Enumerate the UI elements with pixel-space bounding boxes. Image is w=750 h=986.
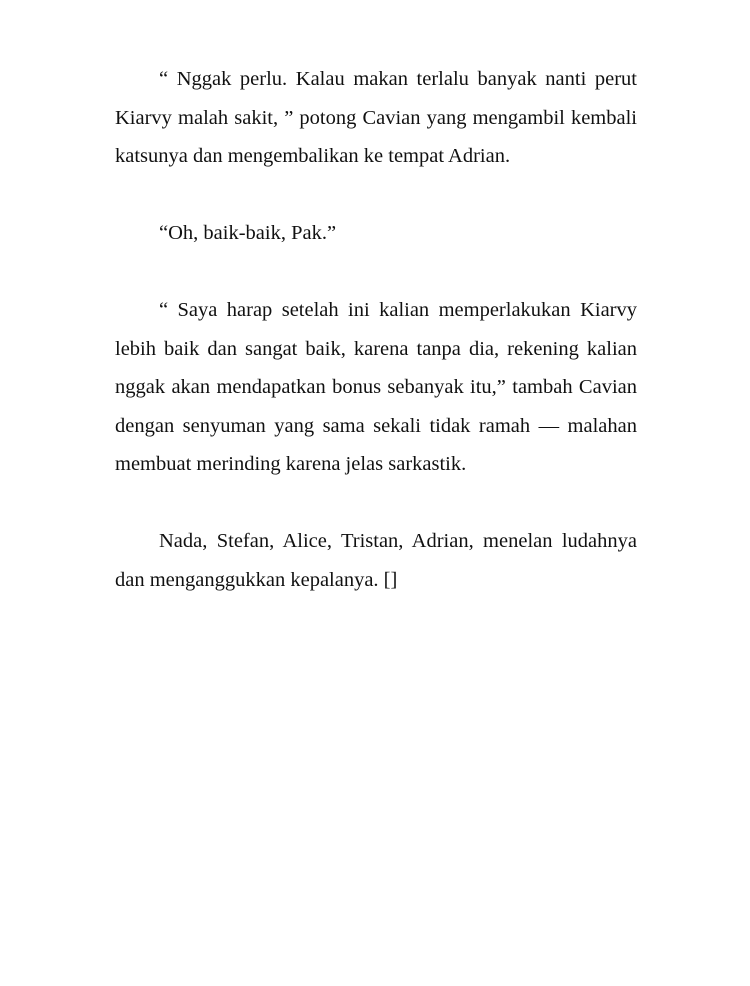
paragraph-spacer — [115, 253, 637, 292]
document-page — [115, 60, 637, 599]
paragraph-cavian-remark: “ Saya harap setelah ini kalian memperlakukan Kiarvy lebih baik dan sangat baik, karena tanpa dia, rekening kalian nggak akan mendapatkan bonus sebanyak itu,” tambah Cavian dengan senyuman yang sama sekali tidak ramah — malahan membuat merinding karena jelas sarkastik. — [115, 299, 637, 475]
paragraph-cavian-refusal: “ Nggak perlu. Kalau makan terlalu banyak nanti perut Kiarvy malah sakit, ” potong Cavian yang mengambil kembali katsunya dan mengembalikan ke tempat Adrian. — [115, 68, 637, 167]
paragraph-spacer — [115, 176, 637, 215]
paragraph-reply: “Oh, baik-baik, Pak.” — [159, 222, 337, 244]
paragraph-spacer — [115, 484, 637, 523]
paragraph-closing: Nada, Stefan, Alice, Tristan, Adrian, menelan ludahnya dan menganggukkan kepalanya. [] — [115, 530, 637, 591]
